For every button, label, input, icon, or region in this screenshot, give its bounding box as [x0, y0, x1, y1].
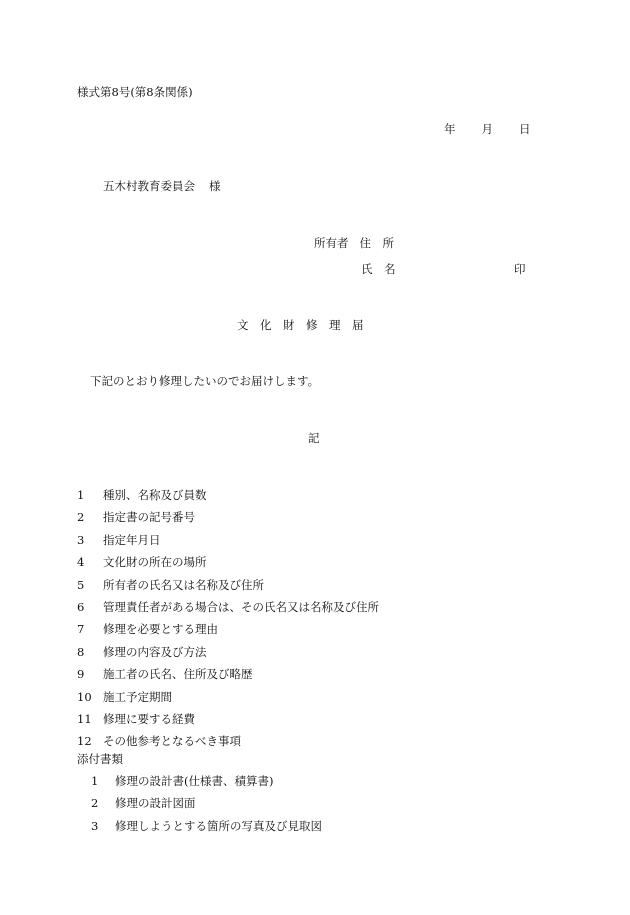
list-item: [77, 689, 379, 714]
form-number: 様式第8号(第8条関係): [77, 85, 193, 99]
item-number: 8: [77, 644, 85, 659]
attachment-text: 修理の設計図面: [115, 796, 196, 811]
owner-address-line: [314, 238, 394, 250]
item-text: その他参考となるべき事項: [103, 734, 241, 749]
addressee-honorific: 様: [209, 179, 221, 193]
attachment-text: 修理しようとする箇所の写真及び見取図: [115, 818, 322, 833]
item-number: 5: [77, 577, 85, 592]
list-item: [77, 532, 379, 557]
item-text: 施工予定期間: [103, 689, 172, 704]
item-text: 管理責任者がある場合は、その氏名又は名称及び住所: [103, 599, 379, 614]
year-label: 年: [444, 122, 456, 136]
item-number: 10: [77, 689, 92, 704]
item-number: 1: [77, 488, 85, 502]
attachments-heading: 添付書類: [77, 752, 123, 766]
owner-label: 所有者: [314, 236, 349, 250]
day-label: 日: [519, 122, 531, 136]
list-item: [77, 711, 379, 736]
item-number: 7: [77, 622, 85, 637]
item-number: 3: [77, 532, 85, 547]
list-item: [77, 512, 379, 534]
attachment-number: 2: [91, 796, 99, 811]
item-text: 指定年月日: [103, 532, 161, 547]
item-number: 9: [77, 667, 85, 682]
list-item: [77, 669, 379, 691]
date-line: [444, 124, 531, 136]
month-label: 月: [481, 122, 493, 136]
item-text: 文化財の所在の場所: [103, 555, 207, 570]
document-title: 文 化 財 修 理 届: [237, 318, 364, 332]
ki-heading: 記: [308, 431, 320, 445]
item-text: 修理の内容及び方法: [103, 644, 207, 659]
item-number: 2: [77, 510, 85, 525]
item-list: [77, 490, 379, 759]
addressee-name: 五木村教育委員会: [103, 179, 195, 193]
item-number: 6: [77, 599, 85, 614]
list-item: [91, 795, 322, 817]
item-text: 所有者の氏名又は名称及び住所: [103, 577, 264, 592]
list-item: [77, 644, 379, 669]
attachment-list: [91, 773, 322, 840]
address-label: 住 所: [359, 236, 394, 250]
owner-name-label: 氏 名: [361, 262, 396, 276]
item-text: 種別、名称及び員数: [103, 488, 207, 502]
item-text: 修理を必要とする理由: [103, 622, 218, 637]
list-item: [77, 624, 379, 646]
item-number: 12: [77, 734, 92, 749]
item-text: 施工者の氏名、住所及び略歴: [103, 667, 253, 682]
list-item: [77, 577, 379, 602]
list-item: [77, 557, 379, 579]
list-item: [91, 818, 322, 840]
item-text: 修理に要する経費: [103, 711, 195, 726]
item-text: 指定書の記号番号: [103, 510, 195, 525]
attachment-number: 1: [91, 774, 99, 788]
list-item: [91, 773, 322, 795]
item-number: 11: [77, 711, 92, 726]
intro-text: 下記のとおり修理したいのでお届けします。: [90, 374, 320, 388]
item-number: 4: [77, 555, 85, 570]
seal-mark: 印: [514, 262, 526, 276]
attachment-number: 3: [91, 818, 99, 833]
addressee: [103, 181, 221, 193]
attachment-text: 修理の設計書(仕様書、積算書): [115, 774, 274, 788]
list-item: [77, 490, 379, 512]
list-item: [77, 599, 379, 624]
